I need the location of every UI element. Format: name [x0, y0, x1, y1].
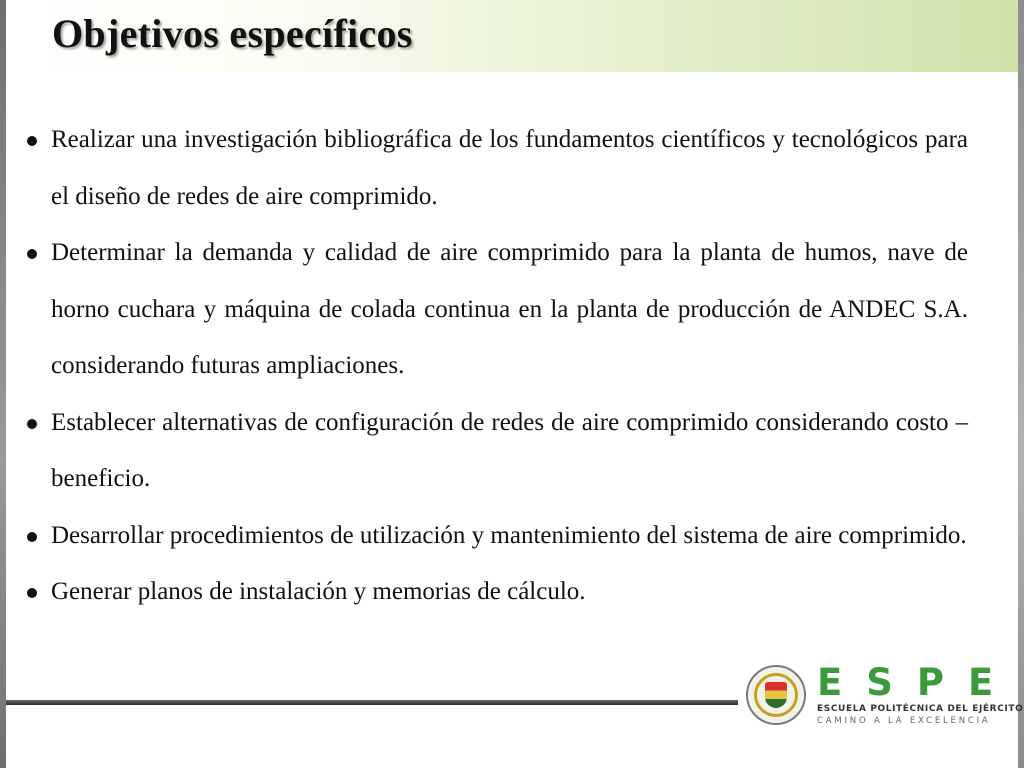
- espe-logo: [743, 661, 1024, 727]
- logo-tagline: CAMINO A LA EXCELENCIA: [817, 716, 991, 726]
- slide-header: [6, 0, 1018, 72]
- objective-text: Determinar la demanda y calidad de aire comprimido para la planta de humos, nave de horno cuchara y máquina de colada continua en la planta de producción de ANDEC S.A. considerando futuras ampliaciones.: [51, 239, 968, 379]
- bullet-icon: [27, 249, 37, 259]
- university-seal-icon: [746, 665, 806, 725]
- objective-item: [22, 112, 968, 225]
- objectives-content: [22, 112, 968, 621]
- objective-text: Establecer alternativas de configuración de redes de aire comprimido considerando costo – beneficio.: [51, 408, 968, 492]
- objective-item: [22, 564, 968, 621]
- bullet-icon: [27, 588, 37, 598]
- objective-text: Desarrollar procedimientos de utilización y mantenimiento del sistema de aire comprimido.: [51, 521, 967, 549]
- footer-divider: [6, 700, 738, 705]
- slide-title: Objetivos específicos: [52, 11, 413, 56]
- seal-shield-icon: [765, 682, 787, 708]
- objective-item: [22, 508, 968, 565]
- logo-subtitle: ESCUELA POLITÉCNICA DEL EJÉRCITO: [817, 704, 1024, 714]
- bottom-band: [6, 734, 1018, 768]
- logo-wordmark: ESPE: [817, 661, 1018, 704]
- left-edge-shadow: [0, 0, 6, 768]
- objective-text: Realizar una investigación bibliográfica de los fundamentos científicos y tecnológicos para el diseño de redes de aire comprimido.: [51, 126, 968, 210]
- objectives-list: [22, 112, 968, 621]
- objective-item: [22, 395, 968, 508]
- bullet-icon: [27, 419, 37, 429]
- objective-item: [22, 225, 968, 395]
- bullet-icon: [27, 532, 37, 542]
- right-edge-shadow: [1018, 0, 1024, 768]
- objective-text: Generar planos de instalación y memorias de cálculo.: [51, 578, 586, 605]
- bullet-icon: [27, 136, 37, 146]
